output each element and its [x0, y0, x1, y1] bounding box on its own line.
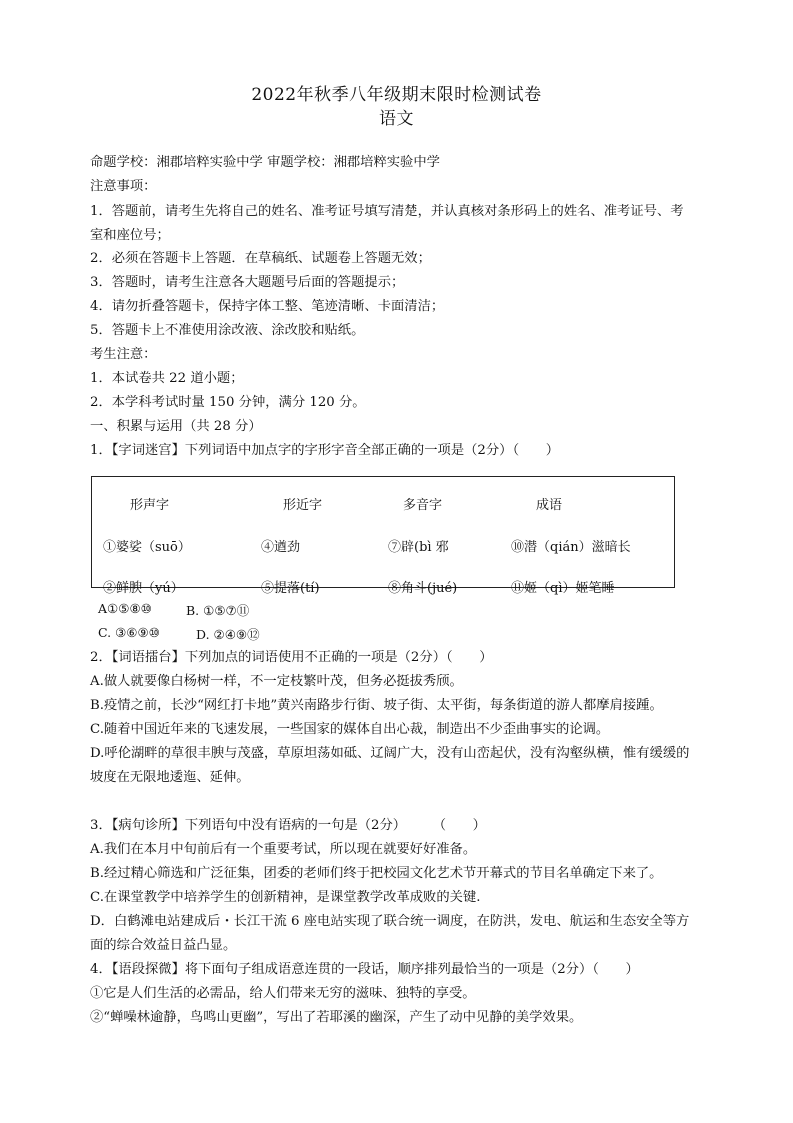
q1-option-c: C. ③⑥⑨⑩	[98, 625, 160, 640]
notice-item-4: 4．请勿折叠答题卡，保持字体工整、笔迹清晰、卡面清洁；	[90, 299, 445, 314]
exam-title: 2022年秋季八年级期末限时检测试卷	[251, 85, 542, 105]
q3-option-d: D．白鹤滩电站建成后・长江干流 6 座电站实现了联合统一调度，在防洪，发电、航运和生态安全等方	[90, 914, 690, 929]
table-cell: ②鲜腴（yú）	[103, 581, 184, 596]
q1-option-b: B. ①⑤⑦⑪	[186, 603, 250, 618]
table-header: 形近字	[283, 498, 323, 513]
table-cell: ①婆娑（suō）	[103, 540, 191, 555]
q3-stem: 3．【病句诊所】下列语句中没有语病的一句是（2分） （ ）	[90, 818, 486, 833]
q2-option-c: C.随着中国近年来的飞速发展，一些国家的媒体自出心裁，制造出不少歪曲事实的论调。	[90, 722, 610, 737]
table-cell: ⑩潜（qián）滋暗长	[511, 540, 631, 555]
q2-option-a: A.做人就要像白杨树一样，不一定枝繁叶茂，但务必挺拔秀颀。	[90, 674, 463, 689]
table-cell: ④遒劲	[261, 540, 301, 555]
notice-item-2: 2．必须在答题卡上答题．在草稿纸、试题卷上答题无效；	[90, 251, 431, 266]
q1-word-table	[91, 476, 675, 596]
schools-line: 命题学校：湘郡培粹实验中学 审题学校：湘郡培粹实验中学	[90, 155, 440, 170]
table-cell: ⑦辟(bì 邪	[388, 540, 449, 555]
exam-notice-heading: 考生注意：	[90, 347, 157, 362]
q1-stem: 1．【字词迷宫】下列词语中加点字的字形字音全部正确的一项是（2分）（ ）	[90, 443, 560, 458]
exam-notice-2: 2．本学科考试时量 150 分钟，满分 120 分。	[90, 395, 366, 410]
q4-sentence-2: ②“蝉噪林逾静，鸟鸣山更幽”，写出了若耶溪的幽深，产生了动中见静的美学效果。	[90, 1010, 583, 1025]
notice-heading: 注意事项：	[90, 179, 157, 194]
table-header: 成语	[536, 498, 563, 513]
table-cell: ⑤提落(tí)	[261, 581, 320, 596]
q2-option-d-cont: 坡度在无限地逶迤、延伸。	[90, 770, 250, 785]
table-cell: ⑧角斗(jué)	[388, 581, 458, 596]
notice-item-1-cont: 室和座位号；	[90, 228, 170, 243]
q1-option-d: D. ②④⑨⑫	[196, 627, 260, 642]
notice-item-1: 1．答题前，请考生先将自己的姓名、准考证号填写清楚，并认真核对条形码上的姓名、准考证号、考	[90, 204, 684, 219]
q2-option-b: B.疫情之前，长沙“网红打卡地”黄兴南路步行街、坡子街、太平街，每条街道的游人都摩肩接踵。	[90, 698, 663, 713]
q2-stem: 2．【词语擂台】下列加点的词语使用不正确的一项是（2分）（ ）	[90, 650, 493, 665]
table-cell: ⑪姬（qì）姬笔睡	[511, 581, 615, 596]
notice-item-3: 3．答题时，请考生注意各大题题号后面的答题提示；	[90, 275, 405, 290]
q4-sentence-1: ①它是人们生活的必需品，给人们带来无穷的滋味、独特的享受。	[90, 986, 476, 1001]
exam-notice-1: 1．本试卷共 22 道小题；	[90, 371, 244, 386]
notice-item-5: 5．答题卡上不准使用涂改液、涂改胶和贴纸。	[90, 323, 365, 338]
q2-option-d: D.呼伦湖畔的草很丰腴与茂盛，草原坦荡如砥、辽阔广大，没有山峦起伏，没有沟壑纵横，惟有缓缓的	[90, 746, 690, 761]
q4-stem: 4．【语段探微】将下面句子组成语意连贯的一段话，顺序排列最恰当的一项是（2分）（ ）	[90, 962, 639, 977]
q3-option-c: C.在课堂教学中培养学生的创新精神，是课堂教学改革成败的关键.	[90, 890, 481, 905]
q3-option-a: A.我们在本月中旬前后有一个重要考试，所以现在就要好好准备。	[90, 842, 477, 857]
table-header: 多音字	[403, 498, 443, 513]
q3-option-b: B.经过精心筛选和广泛征集，团委的老师们终于把校园文化艺术节开幕式的节目名单确定下来了。	[90, 866, 663, 881]
section-heading: 一、积累与运用（共 28 分）	[90, 419, 262, 434]
subject-title: 语文	[379, 109, 414, 129]
table-header: 形声字	[130, 498, 170, 513]
q3-option-d-cont: 面的综合效益日益凸显。	[90, 938, 237, 953]
q1-option-a: A①⑤⑧⑩	[98, 601, 152, 616]
